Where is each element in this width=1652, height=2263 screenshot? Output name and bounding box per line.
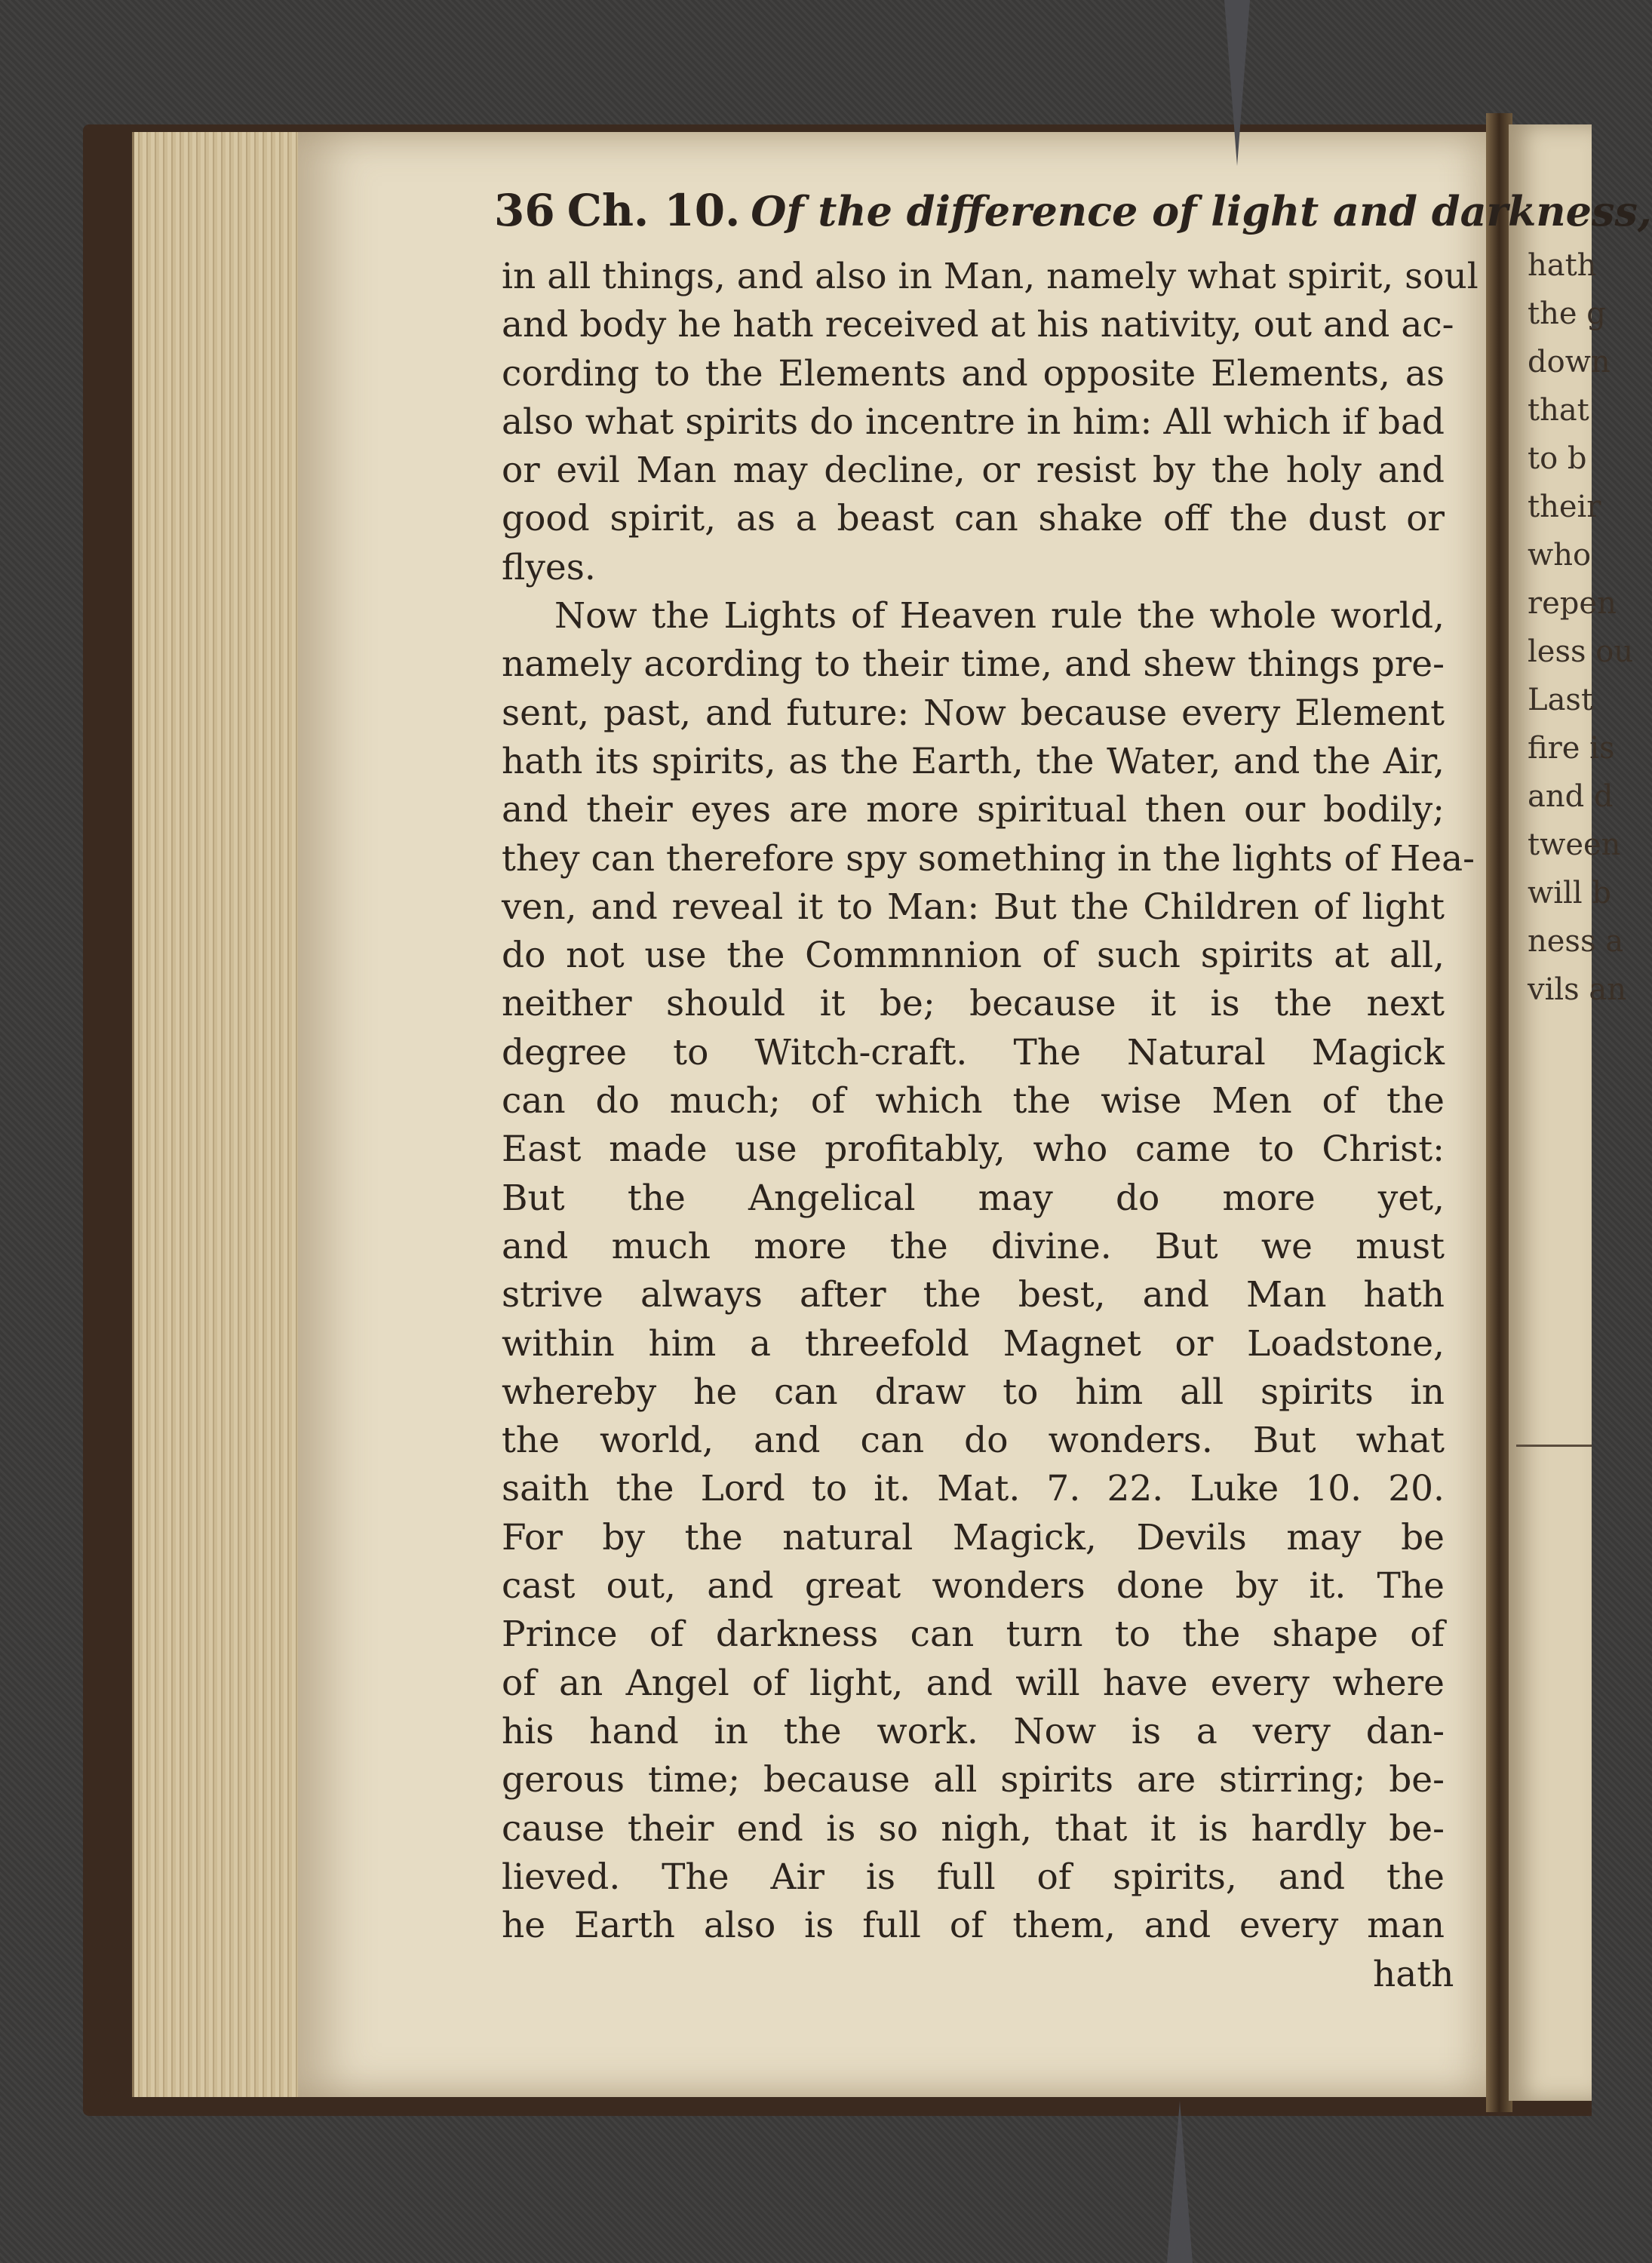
pin-top	[1224, 0, 1250, 166]
page-number: 36	[494, 185, 555, 236]
text-line: Prince of darkness can turn to the shape of	[502, 1614, 1445, 1656]
facing-page-line: the g	[1528, 296, 1606, 331]
text-line: degree to Witch-craft. The Natural Magick	[502, 1031, 1445, 1073]
facing-page-line: who	[1528, 538, 1592, 573]
text-line: cast out, and great wonders done by it. The	[502, 1565, 1445, 1607]
catchword: hath	[1373, 1954, 1454, 1995]
text-line: and their eyes are more spiritual then our bodily;	[502, 789, 1445, 831]
text-line: neither should it be; because it is the next	[502, 983, 1445, 1025]
text-line: Now the Lights of Heaven rule the whole world,	[554, 595, 1445, 637]
facing-page-line: repen	[1528, 586, 1617, 621]
facing-page-line: fire is	[1528, 731, 1615, 766]
facing-page-line: to b	[1528, 441, 1587, 476]
text-line: hath its spirits, as the Earth, the Water, and the Air,	[502, 740, 1445, 782]
text-line: whereby he can draw to him all spirits in	[502, 1371, 1445, 1413]
text-line: he Earth also is full of them, and every man	[502, 1905, 1445, 1947]
text-line: they can therefore spy something in the lights of Hea-	[502, 837, 1475, 880]
text-line: strive always after the best, and Man hath	[502, 1274, 1445, 1316]
text-line: East made use profitably, who came to Christ:	[502, 1128, 1445, 1171]
text-line: gerous time; because all spirits are stirring; be-	[502, 1759, 1445, 1801]
text-line: namely acording to their time, and shew things pre-	[502, 643, 1445, 686]
text-line: cause their end is so nigh, that it is hardly be-	[502, 1807, 1445, 1850]
facing-page-line: less ou	[1528, 634, 1634, 669]
text-line: saith the Lord to it. Mat. 7. 22. Luke 10. 20.	[502, 1468, 1445, 1510]
text-line: But the Angelical may do more yet,	[502, 1177, 1445, 1219]
facing-page-line: will b	[1528, 876, 1611, 910]
facing-page-line: Last	[1528, 683, 1594, 717]
facing-page-line: that	[1528, 393, 1589, 428]
facing-page-rule	[1516, 1445, 1592, 1447]
facing-page-line: hath	[1528, 248, 1597, 283]
facing-page-line: ness a	[1528, 924, 1624, 959]
text-line: can do much; of which the wise Men of the	[502, 1080, 1445, 1122]
text-line: and much more the divine. But we must	[502, 1225, 1445, 1267]
text-line: and body he hath received at his nativity, out and ac-	[502, 304, 1454, 346]
facing-page-line: down	[1528, 345, 1611, 379]
page-edges	[132, 132, 308, 2097]
text-line: in all things, and also in Man, namely what spirit, soul	[502, 256, 1479, 297]
text-line: of an Angel of light, and will have every where	[502, 1662, 1445, 1704]
text-line: lieved. The Air is full of spirits, and the	[502, 1856, 1445, 1898]
chapter-label: Ch. 10.	[567, 185, 741, 236]
text-line: sent, past, and future: Now because every Element	[502, 692, 1445, 734]
facing-page-line: tween	[1528, 828, 1621, 862]
text-line: good spirit, as a beast can shake off the dust or	[502, 498, 1445, 540]
body-text	[502, 253, 1479, 1950]
text-line: flyes.	[502, 546, 596, 588]
text-line: or evil Man may decline, or resist by the holy and	[502, 450, 1445, 492]
facing-page-line: and d	[1528, 779, 1614, 814]
text-line: ven, and reveal it to Man: But the Children of light	[502, 886, 1445, 928]
text-line: within him a threefold Magnet or Loadstone,	[502, 1322, 1445, 1365]
running-title: Of the difference of light and darkness,	[751, 187, 1652, 235]
text-line: cording to the Elements and opposite Elements, as	[502, 352, 1445, 395]
facing-page-line: their	[1528, 490, 1601, 524]
text-line: also what spirits do incentre in him: All which if bad	[502, 401, 1445, 443]
text-line: his hand in the work. Now is a very dan-	[502, 1710, 1445, 1752]
pin-bottom	[1167, 2101, 1193, 2263]
running-head	[494, 185, 1652, 236]
facing-page-line: vils an	[1528, 972, 1627, 1007]
text-line: the world, and can do wonders. But what	[502, 1420, 1445, 1462]
text-line: do not use the Commnnion of such spirits at all,	[502, 935, 1445, 977]
facing-page-text	[1528, 241, 1633, 1014]
text-line: For by the natural Magick, Devils may be	[502, 1516, 1445, 1558]
